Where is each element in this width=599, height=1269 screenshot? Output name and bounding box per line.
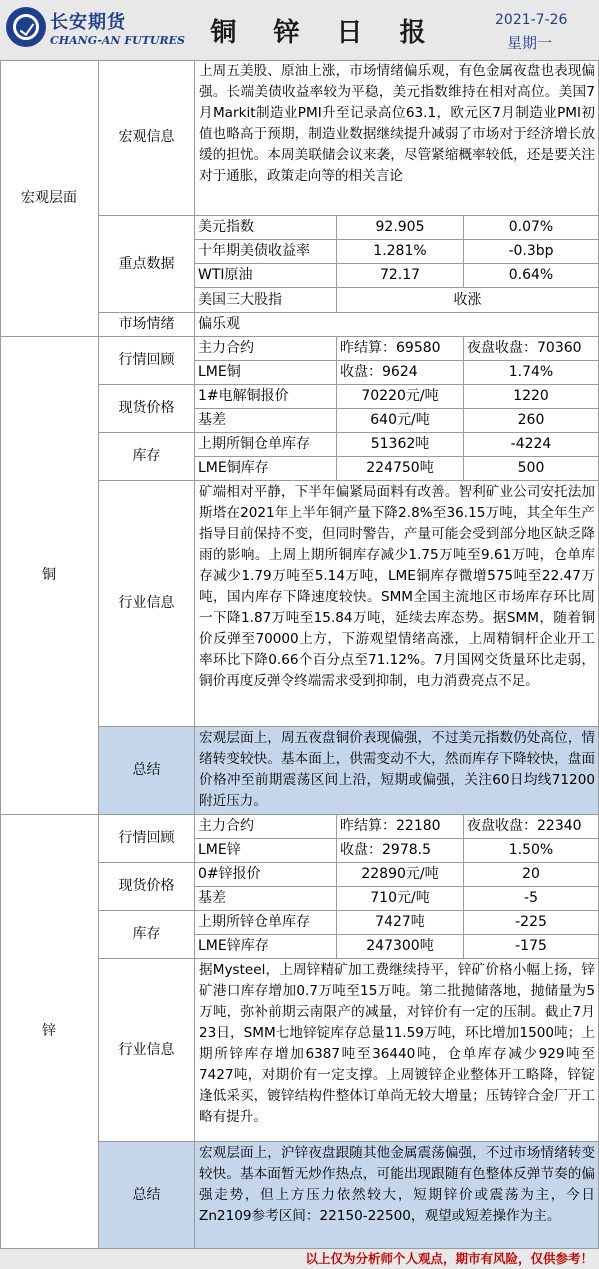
- copper-inventory-label: 库存: [99, 433, 195, 481]
- copper-basis-value: 640元/吨: [337, 409, 464, 433]
- copper-lme-name: LME铜: [195, 361, 337, 385]
- zinc-spot-change: 20: [464, 863, 599, 887]
- macro-row-value: 92.905: [337, 216, 464, 240]
- zinc-summary-label: 总结: [99, 1142, 195, 1249]
- copper-lme-inventory-value: 224750吨: [337, 457, 464, 481]
- zinc-spot-label: 现货价格: [99, 863, 195, 911]
- report-header: [0, 0, 599, 61]
- macro-info-text: 上周五美股、原油上涨，市场情绪偏乐观，有色金属夜盘也表现偏强。长端美债收益率较为平稳，美元指数维持在相对高位。美国7月Markit制造业PMI升至记录高位63.1，欧元区7月制造业PMI初值也略高于预期，制造业数据继续提升减弱了市场对于经济增长放缓的担忧。本周美联储会议来袭，尽管紧缩概率较低，还是要关注对于通胀，政策走向等的相关言论: [195, 60, 599, 216]
- copper-summary-text: 宏观层面上，周五夜盘铜价表现偏强，不过美元指数仍处高位，情绪转变较快。基本面上，供需变动不大，然而库存下降较快，盘面价格冲至前期震荡区间上沿，短期或偏强，关注60日均线71200附近压力。: [195, 727, 599, 815]
- macro-row-change: -0.3bp: [464, 240, 599, 264]
- zinc-lme-close: 收盘：2978.5: [337, 839, 464, 863]
- zinc-basis-name: 基差: [195, 887, 337, 911]
- zinc-lme-inventory-value: 247300吨: [337, 935, 464, 959]
- copper-spot-label: 现货价格: [99, 385, 195, 433]
- copper-basis-name: 基差: [195, 409, 337, 433]
- copper-industry-label: 行业信息: [99, 481, 195, 727]
- zinc-basis-change: -5: [464, 887, 599, 911]
- section-copper: 铜: [0, 337, 99, 815]
- copper-spot-price: 70220元/吨: [337, 385, 464, 409]
- risk-disclaimer: 以上仅为分析师个人观点，期市有风险，仅供参考！: [0, 1249, 599, 1269]
- section-macro: 宏观层面: [0, 60, 99, 337]
- company-name-en: CHANG-AN FUTURES: [50, 34, 185, 47]
- company-logo-icon: [6, 7, 46, 47]
- macro-row-name: 美元指数: [195, 216, 337, 240]
- copper-lme-change: 1.74%: [464, 361, 599, 385]
- zinc-lme-inventory-name: LME锌库存: [195, 935, 337, 959]
- copper-settle: 昨结算：69580: [337, 337, 464, 361]
- report-weekday: 星期一: [507, 34, 553, 52]
- report-date: 2021-7-26: [495, 12, 568, 28]
- zinc-lme-inventory-change: -175: [464, 935, 599, 959]
- us-stocks-value: 收涨: [337, 288, 599, 313]
- copper-shfe-value: 51362吨: [337, 433, 464, 457]
- copper-night-close: 夜盘收盘：70360: [464, 337, 599, 361]
- zinc-market-label: 行情回顾: [99, 815, 195, 863]
- zinc-shfe-change: -225: [464, 911, 599, 935]
- copper-shfe-name: 上期所铜仓单库存: [195, 433, 337, 457]
- macro-row-change: 0.07%: [464, 216, 599, 240]
- zinc-shfe-value: 7427吨: [337, 911, 464, 935]
- zinc-lme-name: LME锌: [195, 839, 337, 863]
- zinc-shfe-name: 上期所锌仓单库存: [195, 911, 337, 935]
- zinc-inventory-label: 库存: [99, 911, 195, 959]
- copper-basis-change: 260: [464, 409, 599, 433]
- copper-market-label: 行情回顾: [99, 337, 195, 385]
- zinc-industry-label: 行业信息: [99, 959, 195, 1142]
- macro-row-name: 十年期美债收益率: [195, 240, 337, 264]
- section-zinc: 锌: [0, 815, 99, 1249]
- company-name-cn: 长安期货: [50, 12, 126, 33]
- copper-lme-inventory-name: LME铜库存: [195, 457, 337, 481]
- copper-spot-change: 1220: [464, 385, 599, 409]
- macro-row-value: 72.17: [337, 264, 464, 288]
- zinc-industry-text: 据Mysteel，上周锌精矿加工费继续持平，锌矿价格小幅上扬，锌矿港口库存增加0.7万吨至15万吨。第二批抛储落地，抛储量为5万吨，弥补前期云南限产的减量，对锌价有一定的压制。截止7月23日，SMM七地锌锭库存总量11.59万吨，环比增加1500吨；上期所锌库存增加6387吨至36440吨，仓单库存减少929吨至7427吨，对期价有一定支撑。上周镀锌企业整体开工略降，锌锭逢低采买，镀锌结构件整体订单尚无较大增量；压铸锌合金厂开工略有提升。: [195, 959, 599, 1142]
- macro-key-data-label: 重点数据: [99, 216, 195, 313]
- zinc-night-close: 夜盘收盘：22340: [464, 815, 599, 839]
- zinc-lme-change: 1.50%: [464, 839, 599, 863]
- copper-spot-name: 1#电解铜报价: [195, 385, 337, 409]
- macro-row-value: 1.281%: [337, 240, 464, 264]
- sentiment-label: 市场情绪: [99, 313, 195, 337]
- zinc-spot-name: 0#锌报价: [195, 863, 337, 887]
- zinc-main-contract: 主力合约: [195, 815, 337, 839]
- macro-row-change: 0.64%: [464, 264, 599, 288]
- us-stocks-label: 美国三大股指: [195, 288, 337, 313]
- zinc-summary-text: 宏观层面上，沪锌夜盘跟随其他金属震荡偏强，不过市场情绪转变较快。基本面暂无炒作热点，可能出现跟随有色整体反弹节奏的偏强走势，但上方压力依然较大，短期锌价或震荡为主，今日Zn2109参考区间：22150-22500，观望或短差操作为主。: [195, 1142, 599, 1249]
- sentiment-value: 偏乐观: [195, 313, 599, 337]
- copper-lme-inventory-change: 500: [464, 457, 599, 481]
- copper-main-contract: 主力合约: [195, 337, 337, 361]
- copper-shfe-change: -4224: [464, 433, 599, 457]
- copper-summary-label: 总结: [99, 727, 195, 815]
- zinc-basis-value: 710元/吨: [337, 887, 464, 911]
- copper-lme-close: 收盘：9624: [337, 361, 464, 385]
- macro-info-label: 宏观信息: [99, 60, 195, 216]
- copper-industry-text: 矿端相对平静，下半年偏紧局面料有改善。智利矿业公司安托法加斯塔在2021年上半年铜产量下降2.8%至36.15万吨，其全年生产指导目前保持不变，但同时警告，产量可能会受到部分地区缺乏降雨的影响。上周上期所铜库存减少1.75万吨至9.61万吨，仓单库存减少1.79万吨至5.14万吨，LME铜库存微增575吨至22.47万吨，国内库存下降速度较快。SMM全国主流地区市场库存环比周一下降1.87万吨至15.84万吨，延续去库态势。据SMM，随着铜价反弹至70000上方，下游观望情绪高涨，上周精铜杆企业开工率环比下降0.66个百分点至71.12%。7月国网交货量环比走弱，铜价再度反弹令终端需求受到抑制，电力消费亮点不足。: [195, 481, 599, 727]
- zinc-spot-price: 22890元/吨: [337, 863, 464, 887]
- zinc-settle: 昨结算：22180: [337, 815, 464, 839]
- macro-row-name: WTI原油: [195, 264, 337, 288]
- report-title: 铜 锌 日 报: [210, 18, 440, 48]
